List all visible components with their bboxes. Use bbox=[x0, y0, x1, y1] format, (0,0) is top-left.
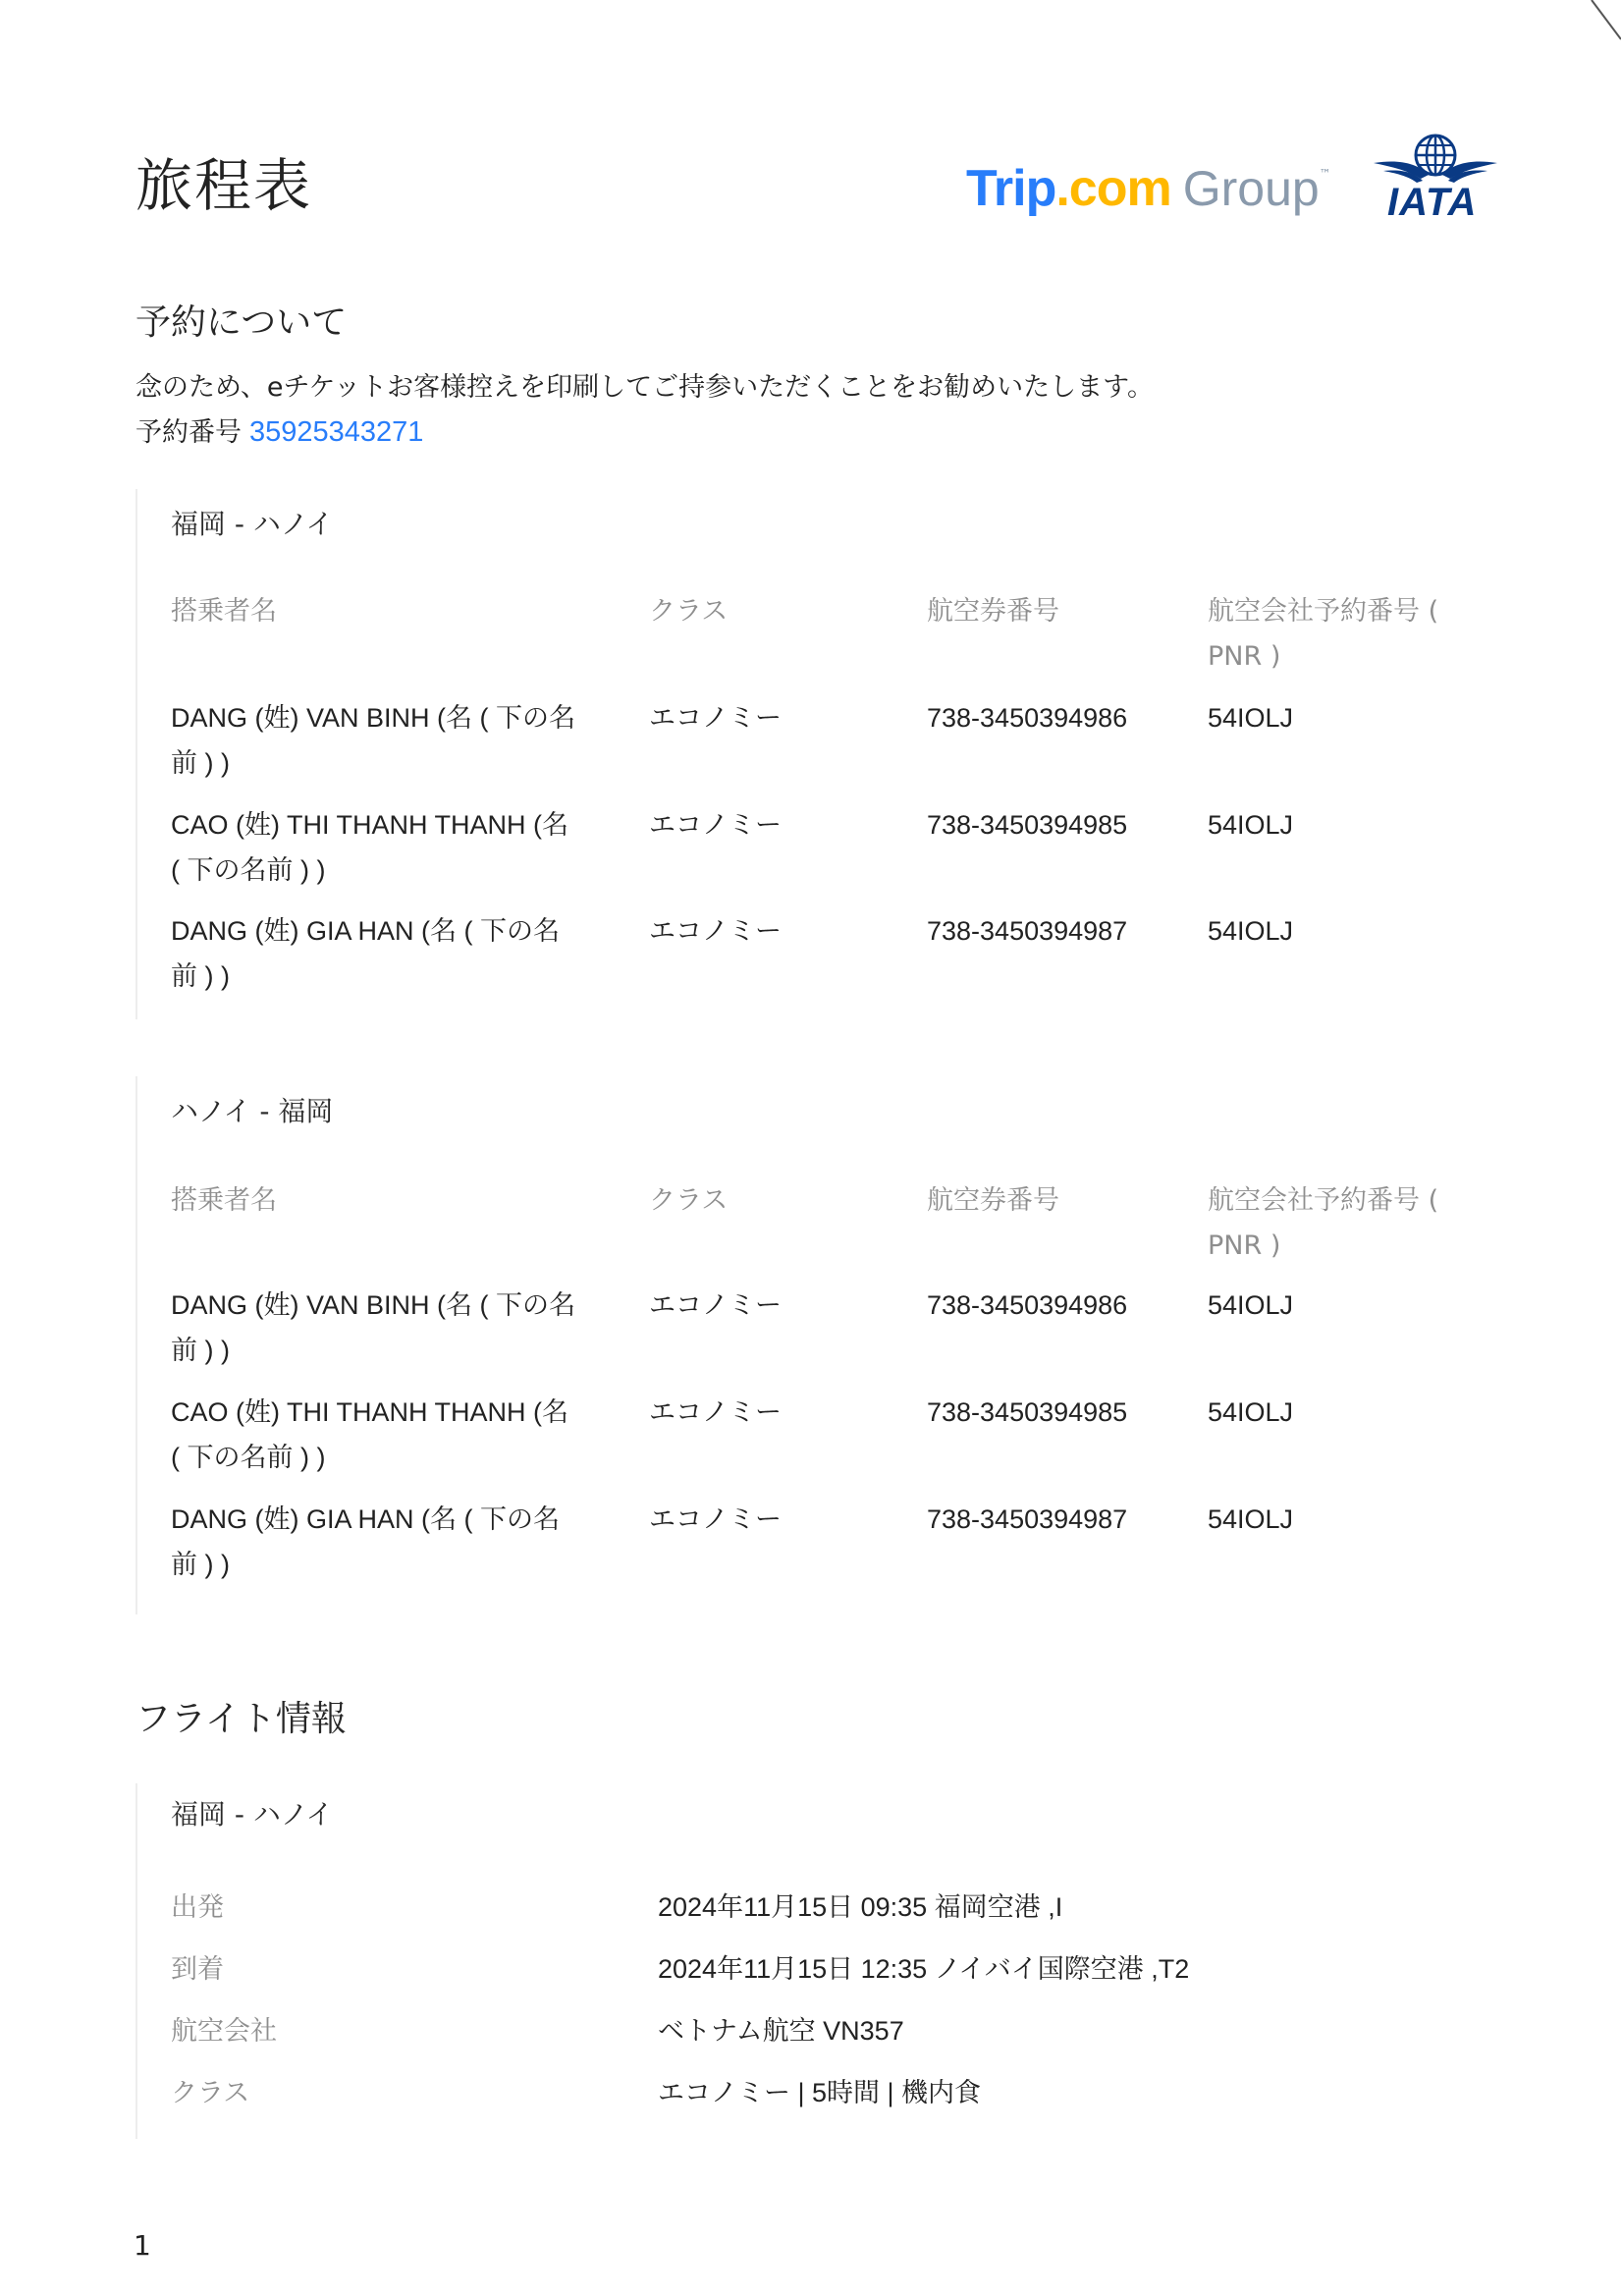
passenger-name: CAO (姓) THI THANH THANH (名 ( 下の名前 ) ) bbox=[171, 810, 569, 885]
col-header-class: クラス bbox=[649, 1185, 729, 1216]
passenger-class: エコノミー bbox=[649, 1504, 782, 1534]
ticket-number: 738-3450394987 bbox=[927, 916, 1128, 946]
brand-trademark: ™ bbox=[1319, 167, 1331, 181]
ticket-number: 738-3450394985 bbox=[927, 810, 1128, 840]
leg-route: 福岡 - ハノイ bbox=[171, 508, 334, 540]
passenger-name: DANG (姓) GIA HAN (名 ( 下の名 前 ) ) bbox=[171, 1504, 561, 1579]
iata-text: IATA bbox=[1387, 181, 1478, 224]
pnr-code: 54IOLJ bbox=[1208, 810, 1294, 840]
page-corner-fold bbox=[1582, 0, 1621, 59]
departure-value: 2024年11月15日 09:35 福岡空港 ,I bbox=[658, 1892, 1063, 1922]
passenger-card-leg-1 bbox=[135, 489, 1492, 1019]
ticket-number: 738-3450394986 bbox=[927, 1290, 1128, 1320]
class-value: エコノミー | 5時間 | 機内食 bbox=[658, 2078, 982, 2107]
passenger-name: DANG (姓) GIA HAN (名 ( 下の名 前 ) ) bbox=[171, 916, 561, 991]
page-number: 1 bbox=[134, 2229, 151, 2262]
pnr-code: 54IOLJ bbox=[1208, 1397, 1294, 1427]
flight-info-heading: フライト情報 bbox=[135, 1699, 347, 1739]
col-header-name: 搭乗者名 bbox=[171, 596, 277, 627]
passenger-name: CAO (姓) THI THANH THANH (名 ( 下の名前 ) ) bbox=[171, 1397, 569, 1472]
passenger-name: DANG (姓) VAN BINH (名 ( 下の名 前 ) ) bbox=[171, 703, 576, 778]
flight-route: 福岡 - ハノイ bbox=[171, 1798, 334, 1831]
col-header-ticket: 航空券番号 bbox=[927, 1185, 1059, 1216]
pnr-code: 54IOLJ bbox=[1208, 703, 1294, 733]
class-label: クラス bbox=[171, 2078, 250, 2108]
page-title: 旅程表 bbox=[135, 152, 313, 219]
col-header-class: クラス bbox=[649, 596, 729, 627]
arrival-label: 到着 bbox=[171, 1954, 224, 1985]
iata-logo bbox=[1370, 130, 1501, 224]
pnr-code: 54IOLJ bbox=[1208, 916, 1294, 946]
booking-number-label: 予約番号 bbox=[135, 417, 242, 448]
flight-card bbox=[135, 1783, 1492, 2139]
ticket-number: 738-3450394986 bbox=[927, 703, 1128, 733]
passenger-card-leg-2 bbox=[135, 1076, 1492, 1614]
pnr-code: 54IOLJ bbox=[1208, 1290, 1294, 1320]
booking-heading: 予約について bbox=[135, 302, 348, 343]
col-header-pnr: 航空会社予約番号 ( PNR ) bbox=[1208, 1185, 1439, 1261]
passenger-class: エコノミー bbox=[649, 916, 782, 946]
passenger-class: エコノミー bbox=[649, 810, 782, 840]
col-header-ticket: 航空券番号 bbox=[927, 596, 1059, 627]
pnr-code: 54IOLJ bbox=[1208, 1504, 1294, 1534]
tripcom-group-logo bbox=[966, 149, 1331, 228]
departure-label: 出発 bbox=[171, 1892, 224, 1923]
booking-number[interactable]: 35925343271 bbox=[249, 416, 424, 448]
brand-trip: Trip.com bbox=[966, 160, 1171, 217]
col-header-pnr: 航空会社予約番号 ( PNR ) bbox=[1208, 596, 1439, 672]
airline-label: 航空会社 bbox=[171, 2016, 277, 2047]
leg-route: ハノイ - 福岡 bbox=[171, 1095, 334, 1127]
print-notice: 念のため、eチケットお客様控えを印刷してご持参いただくことをお勧めいたします。 bbox=[135, 372, 1154, 403]
ticket-number: 738-3450394987 bbox=[927, 1504, 1128, 1534]
ticket-number: 738-3450394985 bbox=[927, 1397, 1128, 1427]
passenger-class: エコノミー bbox=[649, 1290, 782, 1320]
passenger-name: DANG (姓) VAN BINH (名 ( 下の名 前 ) ) bbox=[171, 1290, 576, 1365]
passenger-class: エコノミー bbox=[649, 703, 782, 733]
arrival-value: 2024年11月15日 12:35 ノイバイ国際空港 ,T2 bbox=[658, 1954, 1190, 1984]
passenger-class: エコノミー bbox=[649, 1397, 782, 1427]
brand-group: Group bbox=[1182, 161, 1320, 216]
airline-value: ベトナム航空 VN357 bbox=[658, 2016, 904, 2046]
booking-number-line bbox=[135, 410, 423, 449]
col-header-name: 搭乗者名 bbox=[171, 1185, 277, 1216]
